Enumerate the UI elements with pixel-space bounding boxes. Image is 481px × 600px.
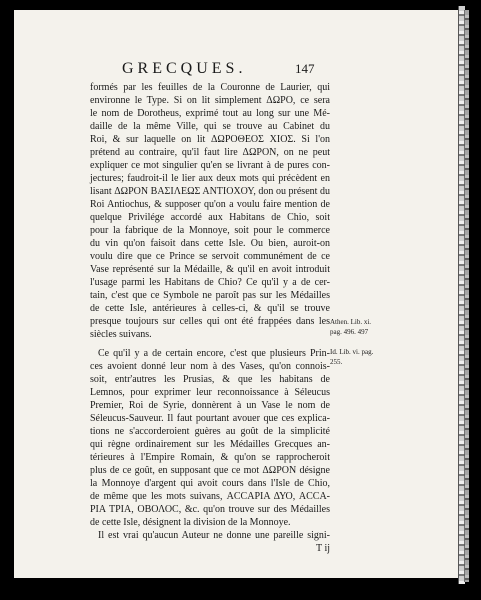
paragraph-2 (90, 347, 330, 529)
text-line: Vase représenté sur la Médaille, & qu'il en avoit introduit (90, 264, 330, 275)
paragraph-1 (90, 81, 330, 341)
text-line: l'usage parmi les Habitans de Chio? Ce qu'il y a de cer- (90, 277, 330, 288)
text-line: Lemnos, pour exprimer leur reconnoissance à Séleucus (90, 387, 330, 398)
text-line: tions ne s'accorderoient guères au goût de la simplicité (90, 426, 330, 437)
book-page (14, 10, 458, 578)
text-line: de cette Isle, désignent la division de la Monnoye. (90, 517, 291, 528)
text-line: du vin qu'on faisoit dans cette Isle. Ou bien, auroit-on (90, 238, 330, 249)
margin-note: Id. Lib. vi. pag. (330, 348, 374, 356)
text-line: prétend au contraire, qu'il faut lire ΔΩΡΟΝ, on ne peut (90, 147, 330, 158)
text-line: le nom de Dorotheus, exprimé tout au long sur une Mé- (90, 108, 330, 119)
margin-notes (330, 317, 420, 367)
text-line: voulu dire que ce Prince se servoit communément de ce (90, 251, 330, 262)
text-line: de même que les mots suivans, ΑССΑΡΙΑ ΔΥΟ, ΑССΑ- (90, 491, 330, 502)
text-line: Premier, Roi de Syrie, donnèrent à un Vase le nom de (90, 400, 330, 411)
text-line: pour la fabrique de la Monnoye, soit pour le commerce (90, 225, 330, 236)
page-edge (464, 10, 469, 582)
main-text (90, 81, 330, 555)
text-line: quelque Privilége accordé aux Habitans de Chio, soit (90, 212, 330, 223)
text-line: jectures; faudroit-il le lier aux deux mots qui précèdent en (90, 173, 330, 184)
page-number: 147 (295, 61, 315, 76)
paragraph-3 (90, 529, 330, 555)
text-line: ΡΙΑ ΤΡΙΑ, ΟΒΟΛΟС, &c. qu'on trouve sur des Médailles (90, 504, 330, 515)
text-line: tain, c'est que ce Symbole ne paroît pas sur les Médailles (90, 290, 330, 301)
text-line: térieures à l'Empire Romain, & qu'on se rapprocheroit (90, 452, 330, 463)
running-header (14, 60, 458, 80)
text-line: Ce qu'il y a de certain encore, c'est que plusieurs Prin- (98, 348, 330, 359)
text-line: de cette Isle, antérieures à celles-ci, & qu'il se trouve (90, 303, 330, 314)
margin-note: 255. (330, 358, 343, 366)
page-title: GRECQUES. (122, 60, 247, 77)
text-line: daille de la même Ville, qui se trouve au Cabinet du (90, 121, 330, 132)
text-line: expliquer ce mot singulier qu'en se livrant à de pures con- (90, 160, 330, 171)
text-line: ces avoient donné leur nom à des Vases, qu'on connois- (90, 361, 330, 372)
text-line: soit, entr'autres les Prusias, & que les habitans de (90, 374, 330, 385)
text-line: formés par les feuilles de la Couronne de Laurier, qui (90, 82, 330, 93)
text-line: plus de ce goût, en supposant que ce mot ΔΩΡΟΝ désigne (90, 465, 330, 476)
text-line: siècles suivans. (90, 329, 152, 340)
text-line: la Monnoye d'argent qui avoit cours dans l'Isle de Chio, (90, 478, 330, 489)
text-line: qui règne ordinairement sur les Médailles Grecques an- (90, 439, 330, 450)
text-line: Roi Antiochus, & supposer qu'on a voulu faire mention de (90, 199, 330, 210)
text-line: Il est vrai qu'aucun Auteur ne donne une pareille signi- (98, 530, 330, 541)
text-line: environne le Type. Si on lit simplement ΔΩΡΟ, ce sera (90, 95, 330, 106)
text-line: lisant ΔΩΡΟΝ ΒΑΣΙΛΕΩΣ ΑΝΤΙΟΧΟΥ, don ou présent du (90, 186, 330, 197)
text-line: Séleucus-Sauveur. Il faut pourtant avouer que ces explica- (90, 413, 330, 424)
text-line: Roi, & sur laquelle on lit ΔΩΡΟΘΕΟΣ ΧΙΟΣ. Si l'on (90, 134, 330, 145)
signature-mark: T ij (316, 543, 330, 554)
text-line: presque toujours sur celles qui ont été frappées dans les (90, 316, 330, 327)
margin-note: pag. 496. 497 (330, 328, 369, 336)
margin-note: Athen. Lib. xi. (330, 318, 372, 326)
